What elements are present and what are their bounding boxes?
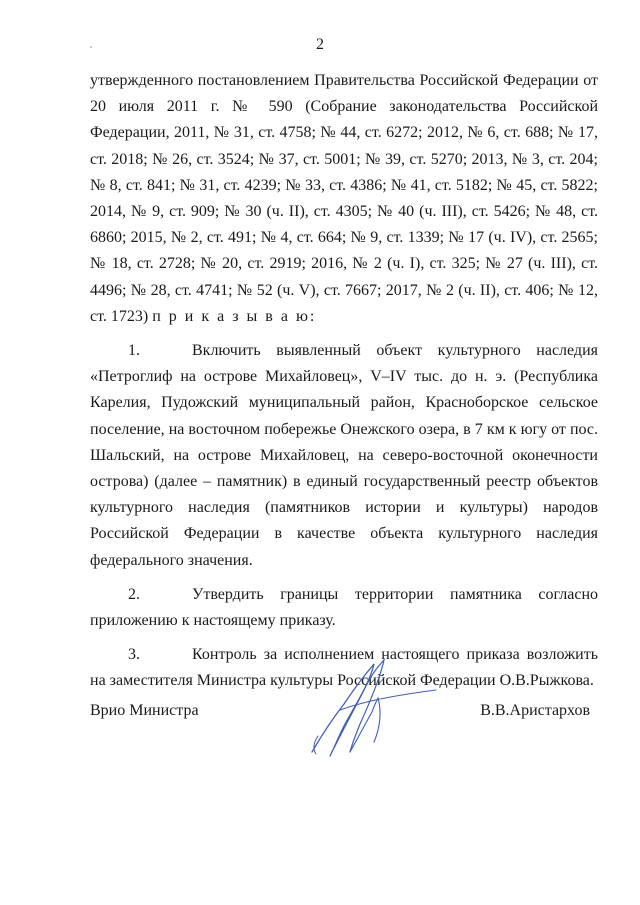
- item-text: Включить выявленный объект культурного наследия «Петроглиф на острове Михайловец», V–IV тыс. до н. э. (Республика Карелия, Пудожский муниципальный район, Красноборское сельское поселение, на восточном побережье Онежского озера, в 7 км к югу от пос. Шальский, на острове Михайловец, на северо-восточной оконечности острова) (далее – памятник) в единый государственный реестр объектов культурного наследия (памятников истории и культуры) народов Российской Федерации в качестве объекта культурного наследия федерального значения.: [90, 342, 598, 569]
- item-number: 2.: [128, 585, 140, 603]
- prikaz-word: п р и к а з ы в а ю:: [152, 307, 317, 325]
- item-number: 1.: [128, 342, 140, 360]
- item-1-paragraph: [90, 338, 598, 574]
- signatory-name: В.В.Аристархов: [480, 702, 590, 719]
- item-text: Утвердить границы территории памятника согласно приложению к настоящему приказу.: [90, 585, 598, 630]
- intro-text: утвержденного постановлением Правительства Российской Федерации от 20 июля 2011 г. № 590 (Собрание законодательства Российской Федерации, 2011, № 31, ст. 4758; № 44, ст. 6272; 2012, № 6, ст. 688; № 17, ст. 2018; № 26, ст. 3524; № 37, ст. 5001; № 39, ст. 5270; 2013, № 3, ст. 204; № 8, ст. 841; № 31, ст. 4239; № 33, ст. 4386; № 41, ст. 5182; № 45, ст. 5822; 2014, № 9, ст. 909; № 30 (ч. II), ст. 4305; № 40 (ч. III), ст. 5426; № 48, ст. 6860; 2015, № 2, ст. 491; № 4, ст. 664; № 9, ст. 1339; № 17 (ч. IV), ст. 2565; № 18, ст. 2728; № 20, ст. 2919; 2016, № 2 (ч. I), ст. 325; № 27 (ч. III), ст. 4496; № 28, ст. 4741; № 52 (ч. V), ст. 7667; 2017, № 2 (ч. II), ст. 406; № 12, ст. 1723): [90, 72, 598, 325]
- intro-paragraph: [90, 68, 598, 330]
- item-2-paragraph: [90, 582, 598, 634]
- page-number: 2: [316, 36, 324, 53]
- document-body: [90, 68, 598, 695]
- item-text: Контроль за исполнением настоящего приказа возложить на заместителя Министра культуры Российской Федерации О.В.Рыжкова.: [90, 646, 598, 690]
- signature-block: [90, 702, 598, 728]
- item-number: 3.: [128, 646, 140, 664]
- signatory-title: Врио Министра: [90, 702, 199, 719]
